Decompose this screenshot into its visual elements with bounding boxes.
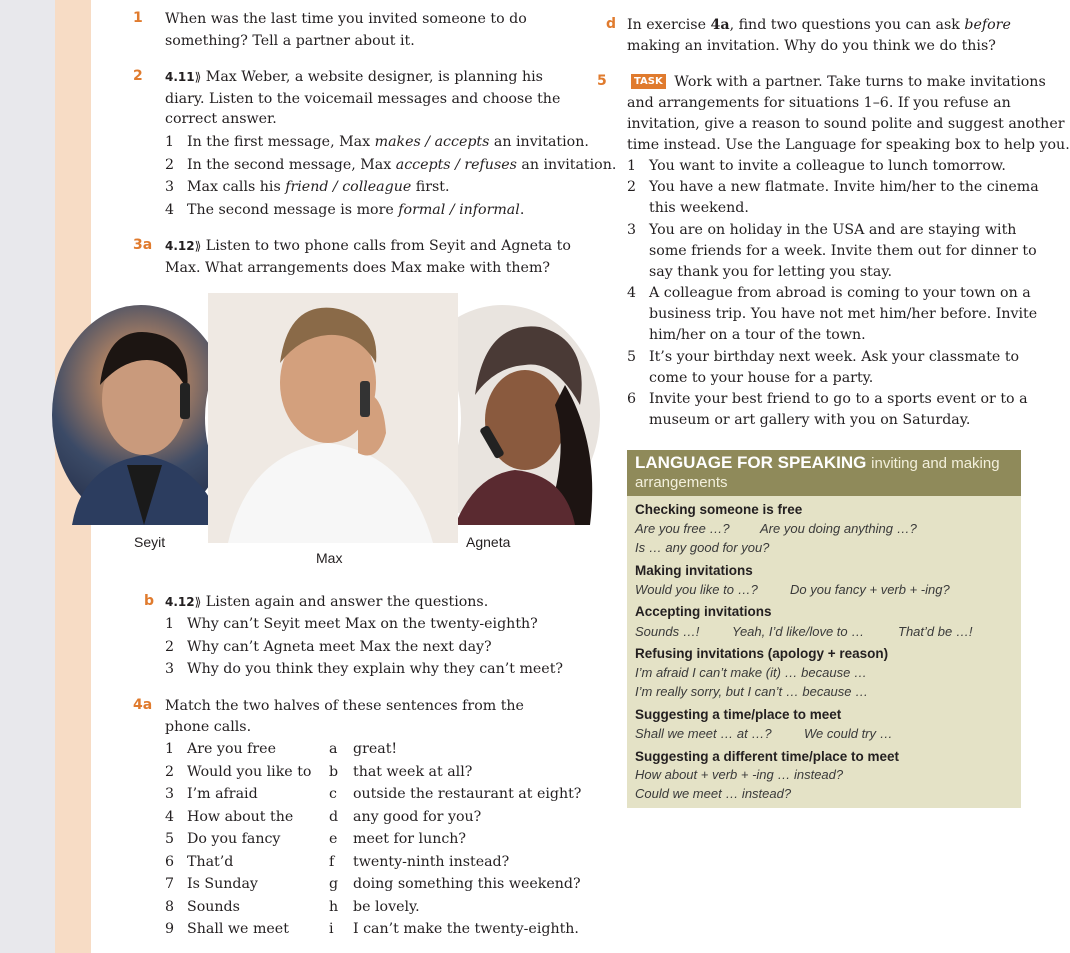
ex2-line1: 4.11⟫ Max Weber, a website designer, is planning his xyxy=(165,69,543,85)
ex4a-number: 4a xyxy=(133,697,153,713)
exd-line2: making an invitation. Why do you think we do this? xyxy=(627,38,996,54)
match-right-item xyxy=(329,828,466,851)
item-number: 2 xyxy=(165,638,175,655)
item-number: 7 xyxy=(165,876,175,892)
ex3a-line1: 4.12⟫ Listen to two phone calls from Seyit and Agneta to xyxy=(165,238,571,254)
ex5-item-line xyxy=(627,304,1037,325)
box-phrase: Do you fancy + verb + -ing? xyxy=(790,582,950,597)
item-letter: b xyxy=(329,763,339,780)
match-right-item xyxy=(329,918,579,941)
item-text: this weekend. xyxy=(649,200,749,217)
ex5-item-line xyxy=(627,325,866,346)
ex3a-number: 3a xyxy=(133,237,153,253)
item-number: 9 xyxy=(165,921,175,937)
ex3a-line2: Max. What arrangements does Max make with them? xyxy=(165,260,551,276)
ex2-number: 2 xyxy=(133,68,143,84)
ex5-item-line xyxy=(627,368,873,389)
box-heading-refusing: Refusing invitations (apology + reason) xyxy=(635,646,889,661)
match-right-item xyxy=(329,896,420,919)
item-text: twenty-ninth instead? xyxy=(353,853,510,870)
match-left-item xyxy=(165,873,258,896)
match-left-item xyxy=(165,806,293,829)
item-text: great! xyxy=(353,741,398,757)
item-letter: e xyxy=(329,831,338,847)
match-left-item xyxy=(165,851,233,874)
item-text: In the first message, Max xyxy=(187,134,375,150)
item-letter: d xyxy=(329,808,339,825)
ex2-item xyxy=(165,154,616,177)
item-number: 5 xyxy=(165,831,175,847)
item-letter: i xyxy=(329,921,334,937)
item-text: first. xyxy=(411,179,450,196)
item-number: 6 xyxy=(627,391,637,407)
box-heading-suggesting: Suggesting a time/place to meet xyxy=(635,707,842,722)
item-number: 2 xyxy=(627,179,637,196)
match-left-item xyxy=(165,761,311,784)
caption-agneta: Agneta xyxy=(466,534,511,550)
item-number: 3 xyxy=(165,786,175,802)
audio-ref: 4.11 xyxy=(165,70,195,84)
item-text: an invitation. xyxy=(516,156,617,173)
item-text: Sounds xyxy=(187,898,240,915)
ex2-item xyxy=(165,199,524,222)
task-badge: TASK xyxy=(631,74,666,89)
ex5-line4: time instead. Use the Language for speaking box to help you. xyxy=(627,137,1070,153)
box-phrase: Shall we meet … at …? xyxy=(635,726,772,741)
ex3b-number: b xyxy=(144,593,155,609)
ex1-line2: something? Tell a partner about it. xyxy=(165,33,415,49)
item-text: The second message is more xyxy=(187,201,399,218)
item-text: Shall we meet xyxy=(187,921,289,937)
item-text: I’m afraid xyxy=(187,786,258,802)
item-choice: makes / accepts xyxy=(374,134,490,150)
match-left-item xyxy=(165,896,240,919)
item-text: outside the restaurant at eight? xyxy=(353,786,582,802)
item-number: 3 xyxy=(627,221,637,238)
item-number: 4 xyxy=(165,201,175,218)
box-phrase: That’d be …! xyxy=(898,624,973,639)
item-text: . xyxy=(519,201,525,218)
item-number: 1 xyxy=(165,134,175,150)
language-box-title-cont: arrangements xyxy=(635,474,728,491)
language-box-title: LANGUAGE FOR SPEAKING inviting and making xyxy=(635,453,1000,472)
box-phrase: Could we meet … instead? xyxy=(635,786,792,801)
box-phrase: Is … any good for you? xyxy=(635,540,770,555)
ex1-line1: When was the last time you invited someone to do xyxy=(165,11,527,27)
item-text: How about the xyxy=(187,808,294,825)
item-text: A colleague from abroad is coming to your town on a xyxy=(649,285,1031,302)
item-text: meet for lunch? xyxy=(353,831,467,847)
item-text: You want to invite a colleague to lunch tomorrow. xyxy=(649,158,1006,174)
item-text: In the second message, Max xyxy=(187,156,396,173)
item-number: 1 xyxy=(165,616,175,632)
match-right-item xyxy=(329,761,472,784)
item-letter: a xyxy=(329,741,338,757)
item-choice: friend / colleague xyxy=(285,179,412,196)
ex1-number: 1 xyxy=(133,10,143,26)
item-choice: accepts / refuses xyxy=(395,156,517,173)
item-text: Max calls his xyxy=(187,179,286,196)
ex4a-line1: Match the two halves of these sentences from the xyxy=(165,698,524,714)
item-text: Is Sunday xyxy=(187,876,258,892)
box-phrase: How about + verb + -ing … instead? xyxy=(635,767,844,782)
item-text: Do you fancy xyxy=(187,831,281,847)
item-text: Invite your best friend to go to a sports event or to a xyxy=(649,391,1028,407)
item-letter: c xyxy=(329,786,337,802)
item-text: some friends for a week. Invite them out for dinner to xyxy=(649,242,1037,259)
item-text: Why can’t Seyit meet Max on the twenty-eighth? xyxy=(187,616,538,632)
item-text: say thank you for letting you stay. xyxy=(649,263,892,280)
exd-number: d xyxy=(606,16,617,32)
item-number: 8 xyxy=(165,898,175,915)
box-phrase: I’m afraid I can’t make (it) … because … xyxy=(635,665,867,680)
item-text: It’s your birthday next week. Ask your classmate to xyxy=(649,348,1020,365)
match-right-item xyxy=(329,851,509,874)
exd-line1: In exercise 4a, find two questions you can ask before xyxy=(627,17,1011,33)
box-phrase: We could try … xyxy=(804,726,893,741)
ex5-line2: and arrangements for situations 1–6. If you refuse an xyxy=(627,95,1011,111)
box-phrase: Would you like to …? xyxy=(635,582,758,597)
ex3b-item xyxy=(165,636,492,659)
item-text: Why do you think they explain why they can’t meet? xyxy=(187,661,564,678)
ex2-item xyxy=(165,131,589,154)
item-number: 4 xyxy=(165,808,175,825)
ex5-line3: invitation, give a reason to sound polite and suggest another xyxy=(627,116,1065,132)
match-left-item xyxy=(165,783,258,806)
ex2-line2: diary. Listen to the voicemail messages and choose the xyxy=(165,91,561,107)
box-heading-making: Making invitations xyxy=(635,563,753,578)
ex5-line1: TASK Work with a partner. Take turns to make invitations xyxy=(631,71,1046,93)
match-right-item xyxy=(329,738,397,761)
item-text: Are you free xyxy=(187,741,276,757)
match-right-item xyxy=(329,783,581,806)
ex2-line3: correct answer. xyxy=(165,111,277,127)
item-text: any good for you? xyxy=(353,808,482,825)
item-text: come to your house for a party. xyxy=(649,369,874,386)
item-letter: f xyxy=(329,853,335,870)
item-number: 3 xyxy=(165,661,175,678)
item-text: doing something this weekend? xyxy=(353,876,581,892)
item-text: Why can’t Agneta meet Max the next day? xyxy=(187,638,492,655)
audio-icon: ⟫ xyxy=(194,70,202,84)
ex5-number: 5 xyxy=(597,73,607,89)
box-heading-different: Suggesting a different time/place to meet xyxy=(635,749,900,764)
ex5-item-line xyxy=(627,283,1031,304)
ex4a-line2: phone calls. xyxy=(165,719,252,735)
ex5-item-line xyxy=(627,177,1039,198)
item-number: 6 xyxy=(165,853,175,870)
item-number: 2 xyxy=(165,156,175,173)
ex5-item-line xyxy=(627,262,892,283)
match-right-item xyxy=(329,873,581,896)
caption-seyit: Seyit xyxy=(134,534,166,550)
ex5-item-line xyxy=(627,241,1037,262)
item-text: be lovely. xyxy=(353,898,420,915)
ex3b-line1: 4.12⟫ Listen again and answer the questions. xyxy=(165,594,489,610)
match-left-item xyxy=(165,918,289,941)
match-left-item xyxy=(165,738,276,761)
item-letter: h xyxy=(329,898,339,915)
audio-icon: ⟫ xyxy=(194,239,202,253)
ex5-item-line xyxy=(627,347,1019,368)
item-choice: formal / informal xyxy=(398,201,520,218)
max-photo xyxy=(205,290,461,546)
caption-max: Max xyxy=(316,550,343,566)
ex5-item-line xyxy=(627,410,970,431)
box-phrase: Are you doing anything …? xyxy=(760,521,917,536)
match-right-item xyxy=(329,806,481,829)
ex5-item-line xyxy=(627,389,1028,410)
box-phrase: Yeah, I’d like/love to … xyxy=(732,624,865,639)
ex2-item xyxy=(165,176,450,199)
item-number: 4 xyxy=(627,285,637,302)
match-left-item xyxy=(165,828,280,851)
box-phrase: Are you free …? xyxy=(635,521,730,536)
box-heading-checking: Checking someone is free xyxy=(635,502,803,517)
seyit-photo xyxy=(52,305,230,525)
item-text: You are on holiday in the USA and are staying with xyxy=(649,221,1017,238)
item-text: him/her on a tour of the town. xyxy=(649,327,866,344)
item-text: an invitation. xyxy=(489,134,589,150)
box-heading-accepting: Accepting invitations xyxy=(635,604,772,619)
page-gutter xyxy=(0,0,55,953)
box-phrase: I’m really sorry, but I can’t … because … xyxy=(635,684,869,699)
item-text: business trip. You have not met him/her before. Invite xyxy=(649,306,1038,323)
ex5-item-line xyxy=(627,220,1016,241)
ex5-item-line xyxy=(627,198,749,219)
item-text: museum or art gallery with you on Saturday. xyxy=(649,412,971,428)
item-text: You have a new flatmate. Invite him/her to the cinema xyxy=(649,179,1039,196)
item-text: that week at all? xyxy=(353,763,473,780)
item-number: 2 xyxy=(165,763,175,780)
ex3b-item xyxy=(165,613,538,636)
audio-icon: ⟫ xyxy=(194,595,202,609)
item-text: That’d xyxy=(187,853,234,870)
ex3b-item xyxy=(165,658,563,681)
ex5-item-line xyxy=(627,156,1006,177)
item-number: 5 xyxy=(627,348,637,365)
item-number: 1 xyxy=(165,741,175,757)
item-number: 1 xyxy=(627,158,637,174)
item-text: I can’t make the twenty-eighth. xyxy=(353,921,579,937)
item-number: 3 xyxy=(165,179,175,196)
item-text: Would you like to xyxy=(187,763,312,780)
item-letter: g xyxy=(329,876,339,892)
box-phrase: Sounds …! xyxy=(635,624,700,639)
